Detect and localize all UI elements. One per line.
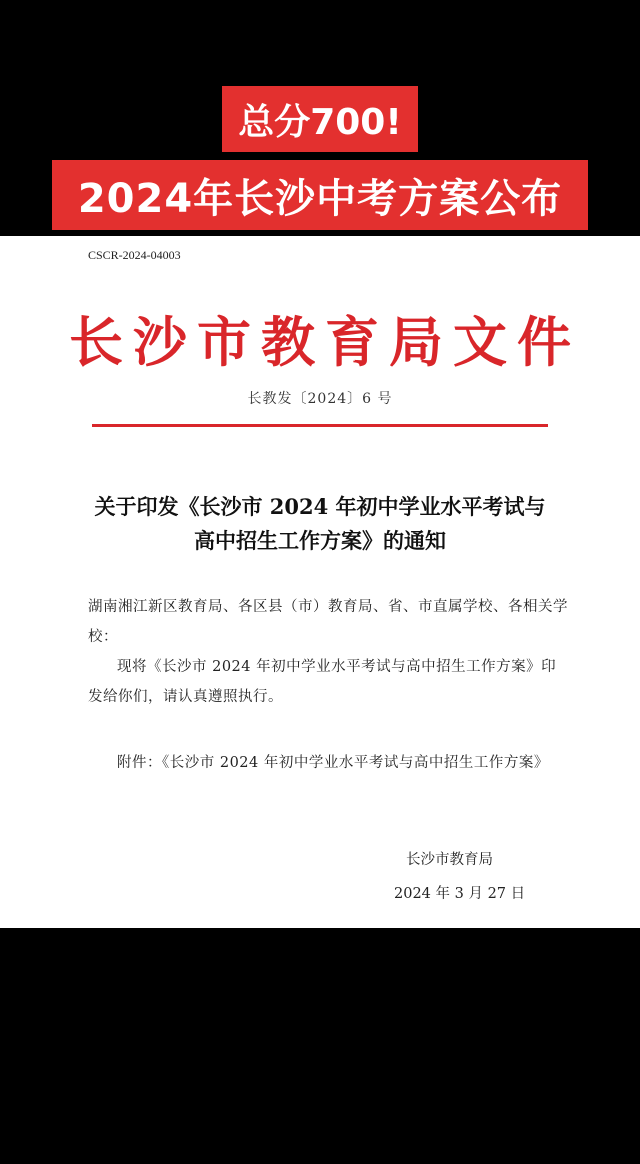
- notice-title-line-1: 关于印发《长沙市 2024 年初中学业水平考试与: [94, 494, 546, 519]
- notice-title: [70, 490, 570, 558]
- document-code: CSCR-2024-04003: [88, 248, 181, 262]
- attachment-text: 附件：《长沙市 2024 年初中学业水平考试与高中招生工作方案》: [117, 755, 549, 771]
- red-divider: [92, 424, 548, 427]
- recipients-text: 湖南湘江新区教育局、各区县（市）教育局、省、市直属学校、各相关学校：: [88, 599, 568, 645]
- signature-date: 2024 年 3 月 27 日: [394, 886, 526, 902]
- top-banner: [0, 0, 640, 236]
- document-number: 长教发〔2024〕6 号: [247, 391, 393, 407]
- signature-organization: 长沙市教育局: [406, 852, 493, 868]
- notice-title-line-2: 高中招生工作方案》的通知: [194, 528, 446, 553]
- document-header-title: 长沙市教育局文件: [69, 310, 581, 374]
- content-text: 现将《长沙市 2024 年初中学业水平考试与高中招生工作方案》印发给你们，请认真遵照执行。: [88, 659, 557, 705]
- bottom-black-area: [0, 928, 640, 1164]
- banner-score-label: 总分700!: [222, 86, 418, 152]
- banner-headline: 2024年长沙中考方案公布: [52, 160, 588, 230]
- document-page: [0, 236, 640, 928]
